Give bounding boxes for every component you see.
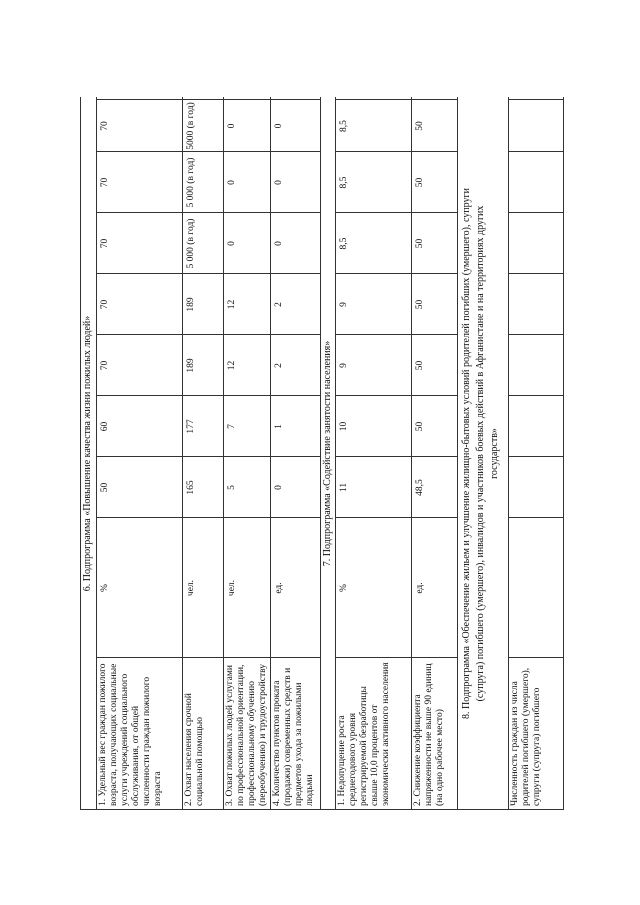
row-value: 189 bbox=[186, 297, 196, 312]
row-value: 48,5 bbox=[415, 479, 425, 496]
row-value: 9 bbox=[339, 363, 349, 368]
col-line bbox=[96, 99, 320, 100]
row-value: 0 bbox=[227, 241, 237, 246]
row-label: 1. Недопущение роста среднегодового уровня регистрируемой безработицы свыше 10,0 процентов от экономически активного населения bbox=[337, 662, 391, 806]
col-line bbox=[96, 456, 320, 457]
row-value: 70 bbox=[100, 299, 110, 310]
row-value: 189 bbox=[186, 358, 196, 373]
row-value: 0 bbox=[274, 241, 284, 246]
row-unit: % bbox=[339, 584, 349, 592]
row-line bbox=[182, 97, 183, 810]
col-line bbox=[96, 395, 320, 396]
table-grid bbox=[80, 97, 564, 810]
row-value: 11 bbox=[339, 482, 349, 493]
col-line bbox=[335, 657, 457, 658]
row-line bbox=[411, 97, 412, 810]
row-value: 70 bbox=[100, 360, 110, 371]
col-line bbox=[508, 657, 564, 658]
subprogram-6-title: 6. Подпрограмма «Повышение качества жизни пожилых людей» bbox=[82, 315, 93, 592]
row-line bbox=[270, 97, 271, 810]
col-line bbox=[335, 151, 457, 152]
row-label: Численность граждан из числа родителей погибшего (умершего), супруги (супруга) погибшего bbox=[510, 667, 542, 806]
col-line bbox=[96, 212, 320, 213]
col-line bbox=[96, 517, 320, 518]
row-line bbox=[223, 97, 224, 810]
row-line bbox=[457, 97, 458, 810]
col-line bbox=[335, 334, 457, 335]
row-value: 10 bbox=[339, 421, 349, 432]
row-value: 0 bbox=[274, 123, 284, 129]
row-unit: чел. bbox=[227, 579, 237, 597]
row-unit: чел. bbox=[186, 579, 196, 597]
col-line bbox=[508, 273, 564, 274]
row-value: 165 bbox=[186, 480, 196, 495]
row-value: 0 bbox=[274, 485, 284, 490]
col-line bbox=[508, 395, 564, 396]
row-value: 70 bbox=[100, 121, 110, 131]
col-line bbox=[508, 151, 564, 152]
row-value: 50 bbox=[415, 177, 425, 188]
row-line bbox=[508, 97, 509, 810]
col-line bbox=[96, 334, 320, 335]
row-value: 8,5 bbox=[339, 176, 349, 189]
row-value: 2 bbox=[274, 302, 284, 307]
col-line bbox=[508, 99, 564, 100]
col-line bbox=[96, 273, 320, 274]
col-line bbox=[335, 517, 457, 518]
col-line bbox=[335, 395, 457, 396]
col-line bbox=[508, 212, 564, 213]
rotated-table-page bbox=[80, 97, 564, 810]
row-label: 2. Охват населения срочной социальной помощью bbox=[184, 693, 205, 806]
col-line bbox=[508, 334, 564, 335]
row-value: 70 bbox=[100, 177, 110, 188]
row-label: 4. Количество пунктов проката (продажи) современных средств и предметов ухода за пожилыми людьми bbox=[272, 667, 315, 806]
row-label: 1. Удельный вес граждан пожилого возраста, получающих социальные услуги учреждений социального обслуживания, от общей численности граждан пожилого возраста bbox=[98, 663, 163, 806]
row-label: 3. Охват пожилых людей услугами по профессиональной ориентации, профессиональному обучению (переобучению) и трудоустройству bbox=[225, 663, 268, 806]
col-line bbox=[96, 657, 320, 658]
row-value: 1 bbox=[274, 424, 284, 429]
row-value: 7 bbox=[227, 424, 237, 429]
col-line bbox=[335, 99, 457, 100]
row-value: 60 bbox=[100, 421, 110, 432]
col-line bbox=[335, 212, 457, 213]
col-line bbox=[335, 273, 457, 274]
table-border-top bbox=[80, 97, 81, 810]
row-line bbox=[320, 97, 321, 810]
row-line bbox=[96, 97, 97, 810]
col-line bbox=[508, 517, 564, 518]
row-value: 5 000 (в год) bbox=[186, 218, 196, 269]
row-value: 50 bbox=[415, 238, 425, 249]
row-value: 8,5 bbox=[339, 120, 349, 132]
row-value: 50 bbox=[415, 421, 425, 432]
col-line bbox=[335, 456, 457, 457]
row-value: 0 bbox=[274, 180, 284, 185]
row-value: 50 bbox=[100, 482, 110, 493]
row-label: 2. Снижение коэффициента напряженности не выше 90 единиц (на одно рабочее место) bbox=[413, 663, 445, 806]
row-value: 2 bbox=[274, 363, 284, 368]
row-unit: ед. bbox=[274, 582, 284, 594]
row-value: 5000 (в год) bbox=[186, 102, 196, 150]
row-value: 177 bbox=[186, 419, 196, 434]
row-value: 5 000 (в год) bbox=[186, 157, 196, 208]
row-value: 12 bbox=[227, 360, 237, 371]
col-line bbox=[96, 151, 320, 152]
row-unit: ед. bbox=[415, 582, 425, 594]
row-value: 50 bbox=[415, 121, 425, 131]
row-value: 0 bbox=[227, 180, 237, 185]
row-value: 50 bbox=[415, 360, 425, 371]
row-unit: % bbox=[100, 584, 110, 592]
row-value: 50 bbox=[415, 299, 425, 310]
row-value: 12 bbox=[227, 299, 237, 310]
col-line bbox=[508, 456, 564, 457]
row-value: 8,5 bbox=[339, 237, 349, 250]
row-line bbox=[335, 97, 336, 810]
row-value: 9 bbox=[339, 302, 349, 307]
subprogram-7-title: 7. Подпрограмма «Содействие занятости населения» bbox=[322, 340, 333, 567]
row-value: 0 bbox=[227, 123, 237, 129]
row-value: 70 bbox=[100, 238, 110, 249]
subprogram-8-title-line2: (супруга) погибшего (умершего), инвалидов и участников боевых действий в Афганистане и на территориях других bbox=[475, 205, 486, 702]
subprogram-8-title-line1: 8. Подпрограмма «Обеспечение жильем и улучшение жилищно-бытовых условий родителей погибших (умершего), супруги bbox=[461, 188, 472, 719]
subprogram-8-title-line3: государств» bbox=[489, 428, 500, 479]
row-value: 5 bbox=[227, 485, 237, 490]
